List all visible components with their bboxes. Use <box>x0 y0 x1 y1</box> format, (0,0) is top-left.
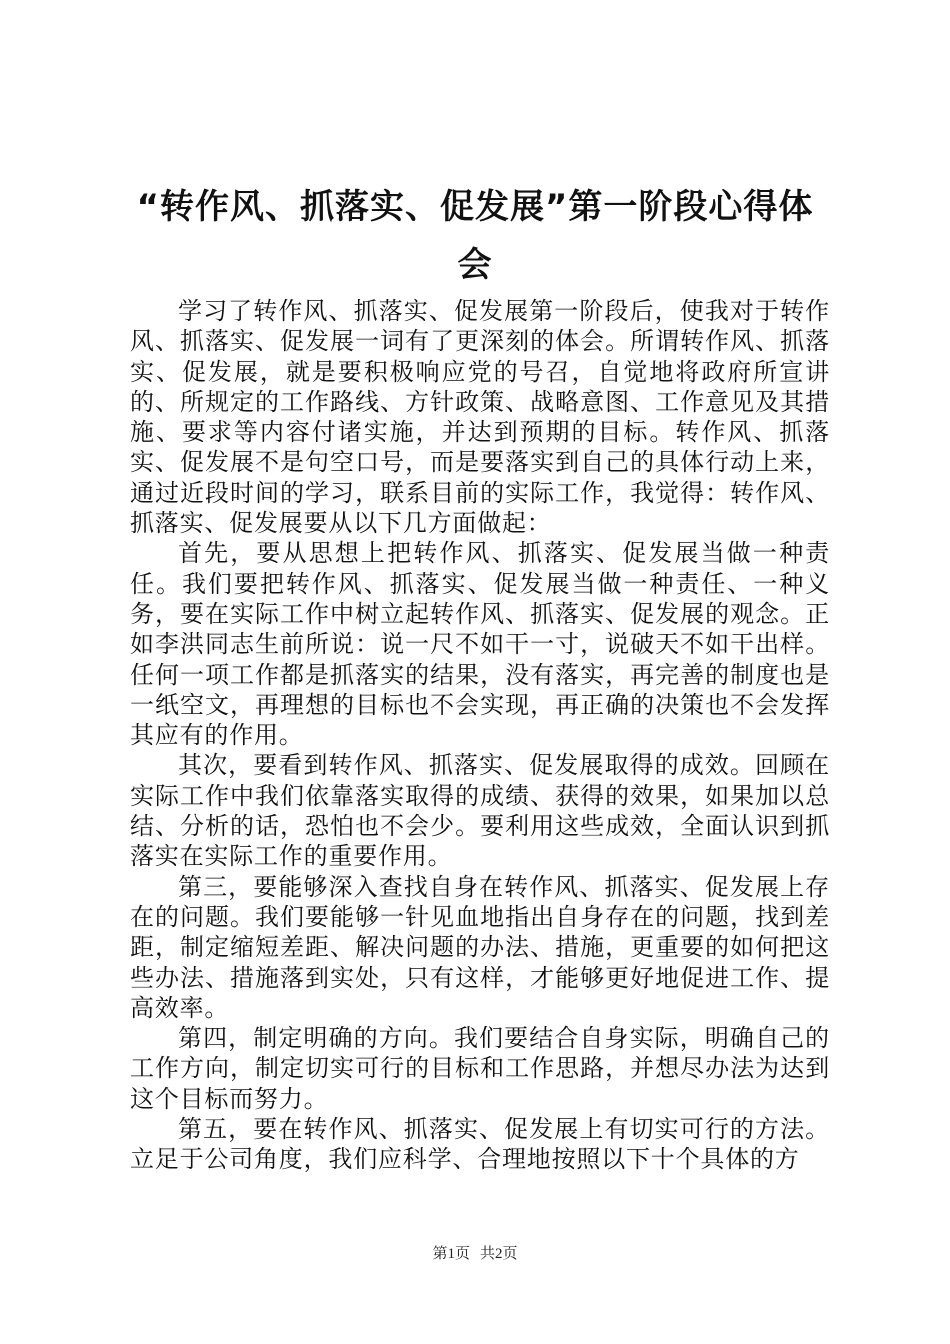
document-title: “转作风、抓落实、促发展”第一阶段心得体会 <box>136 187 814 285</box>
paragraph-third: 第三，要能够深入查找自身在转作风、抓落实、促发展上存在的问题。我们要能够一针见血地指出自身存在的问题，找到差距，制定缩短差距、解决问题的办法、措施，更重要的如何把这些办法、措施落到实处，只有这样，才能够更好地促进工作、提高效率。 <box>130 872 830 1022</box>
page-number: 第1页 <box>432 1246 470 1262</box>
page-total: 共2页 <box>480 1246 518 1262</box>
paragraph-second: 其次，要看到转作风、抓落实、促发展取得的成效。回顾在实际工作中我们依靠落实取得的成绩、获得的效果，如果加以总结、分析的话，恐怕也不会少。要利用这些成效，全面认识到抓落实在实际工作的重要作用。 <box>130 751 830 871</box>
paragraph-intro: 学习了转作风、抓落实、促发展第一阶段后，使我对于转作风、抓落实、促发展一词有了更深刻的体会。所谓转作风、抓落实、促发展，就是要积极响应党的号召，自觉地将政府所宣讲的、所规定的工作路线、方针政策、战略意图、工作意见及其措施、要求等内容付诸实施，并达到预期的目标。转作风、抓落实、促发展不是句空口号，而是要落实到自己的具体行动上来，通过近段时间的学习，联系目前的实际工作，我觉得：转作风、抓落实、促发展要从以下几方面做起： <box>130 297 830 538</box>
paragraph-fourth: 第四，制定明确的方向。我们要结合自身实际，明确自己的工作方向，制定切实可行的目标和工作思路，并想尽办法为达到这个目标而努力。 <box>130 1024 830 1113</box>
page-footer <box>0 1244 950 1264</box>
paragraph-fifth: 第五，要在转作风、抓落实、促发展上有切实可行的方法。立足于公司角度，我们应科学、合理地按照以下十个具体的方 <box>130 1115 830 1174</box>
paragraph-first: 首先，要从思想上把转作风、抓落实、促发展当做一种责任。我们要把转作风、抓落实、促发展当做一种责任、一种义务，要在实际工作中树立起转作风、抓落实、促发展的观念。正如李洪同志生前所说：说一尺不如干一寸，说破天不如干出样。任何一项工作都是抓落实的结果，没有落实，再完善的制度也是一纸空文，再理想的目标也不会实现，再正确的决策也不会发挥其应有的作用。 <box>130 539 830 750</box>
document-body <box>130 296 830 1175</box>
